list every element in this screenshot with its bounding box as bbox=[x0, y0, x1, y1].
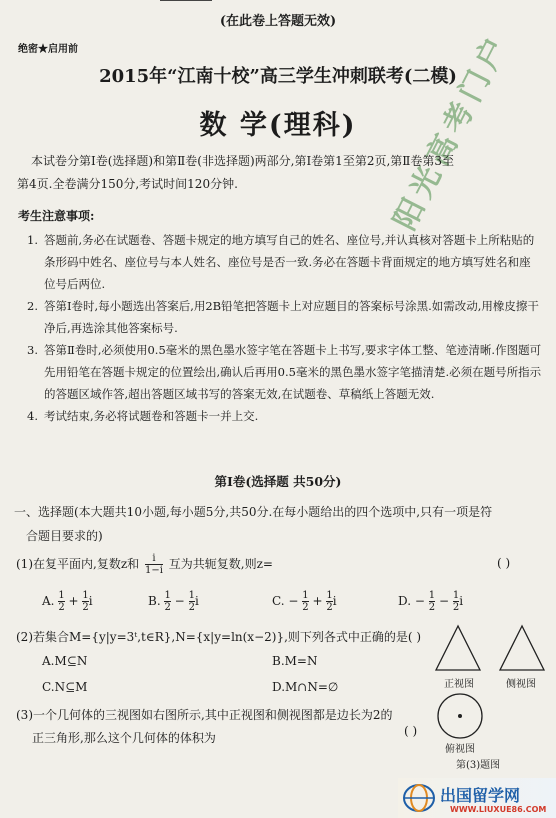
option-fraction-denominator: 2 bbox=[326, 602, 333, 613]
front-view-triangle bbox=[436, 626, 480, 670]
option-imag-unit: i bbox=[459, 594, 464, 608]
option-fraction-numerator: 1 bbox=[302, 590, 309, 601]
q3-line-1: (3)一个几何体的三视图如右图所示,其中正视图和侧视图都是边长为2的 bbox=[16, 708, 393, 722]
option-label: A. bbox=[42, 594, 55, 608]
q3-answer-paren: ( ) bbox=[404, 724, 418, 738]
option-fraction-numerator: 1 bbox=[164, 590, 171, 601]
option-label: B. bbox=[148, 594, 161, 608]
q1-fraction-numerator: i bbox=[145, 553, 163, 565]
option-fraction bbox=[164, 590, 170, 613]
option-fraction-numerator: 1 bbox=[188, 590, 195, 601]
option-fraction-denominator: 2 bbox=[428, 602, 436, 613]
note-text: 考试结束,务必将试题卷和答题卡一并上交. bbox=[44, 409, 259, 423]
option-label: D. bbox=[398, 594, 412, 608]
notes-list bbox=[27, 229, 542, 427]
question-3-stem bbox=[16, 706, 436, 746]
figure-caption: 第(3)题图 bbox=[456, 760, 501, 771]
name-blank-line bbox=[160, 0, 212, 1]
intro-line-1: 本试卷分第Ⅰ卷(选择题)和第Ⅱ卷(非选择题)两部分,第Ⅰ卷第1至第2页,第Ⅱ卷第3至 bbox=[31, 154, 455, 168]
intro-paragraph bbox=[17, 150, 543, 196]
top-view-center-dot bbox=[458, 714, 462, 718]
q1-suffix: 互为共轭复数,则z= bbox=[168, 557, 273, 571]
site-logo-icon bbox=[402, 782, 436, 814]
option-operator: + bbox=[312, 594, 323, 608]
option-imag-unit: i bbox=[332, 594, 337, 608]
intro-line-2: 第4页.全卷满分150分,考试时间120分钟. bbox=[17, 177, 238, 191]
side-view-triangle bbox=[500, 626, 544, 670]
top-view-label: 俯视图 bbox=[445, 744, 475, 755]
option-fraction-denominator: 2 bbox=[164, 602, 171, 613]
option-sign: − bbox=[414, 594, 425, 608]
option-operator: − bbox=[174, 594, 185, 608]
q1-option-c bbox=[272, 590, 337, 613]
note-number: 1. bbox=[27, 233, 38, 247]
note-text: 答第Ⅰ卷时,每小题选出答案后,用2B铅笔把答题卡上对应题目的答案标号涂黑.如需改动,用橡皮擦干净后,再选涂其他答案标号. bbox=[44, 299, 539, 335]
note-number: 4. bbox=[27, 409, 38, 423]
note-number: 3. bbox=[27, 343, 38, 357]
front-view-label: 正视图 bbox=[444, 679, 474, 690]
option-fraction-numerator: 1 bbox=[58, 590, 65, 601]
notes-heading: 考生注意事项: bbox=[18, 209, 95, 223]
q2-option-c: C.N⊆M bbox=[42, 680, 88, 694]
option-fraction-denominator: 2 bbox=[452, 602, 460, 613]
site-logo-url: WWW.LIUXUE86.COM bbox=[450, 805, 547, 814]
side-view-label: 侧视图 bbox=[506, 679, 536, 690]
note-item bbox=[27, 405, 542, 427]
q3-line-2: 正三角形,那么这个几何体的体积为 bbox=[32, 731, 216, 745]
q2-option-d: D.M∩N=∅ bbox=[272, 680, 339, 694]
option-imag-unit: i bbox=[194, 594, 199, 608]
top-note: (在此卷上答题无效) bbox=[219, 14, 337, 29]
site-logo-text: 出国留学网 bbox=[440, 786, 521, 805]
exam-title: 2015年“江南十校”高三学生冲刺联考(二模) bbox=[99, 66, 457, 87]
option-fraction-numerator: 1 bbox=[452, 590, 460, 601]
option-fraction bbox=[429, 590, 435, 613]
note-text: 答题前,务必在试题卷、答题卡规定的地方填写自己的姓名、座位号,并认真核对答题卡上所粘贴的条形码中姓名、座位号与本人姓名、座位号是否一致.务必在答题卡背面规定的地方填写姓名和座位号后两位. bbox=[44, 233, 535, 291]
option-fraction-numerator: 1 bbox=[428, 590, 436, 601]
option-operator: − bbox=[438, 594, 449, 608]
secret-label: 绝密★启用前 bbox=[18, 44, 78, 55]
note-item bbox=[27, 229, 542, 295]
option-imag-unit: i bbox=[88, 594, 93, 608]
option-sign: − bbox=[288, 594, 299, 608]
q2-option-b: B.M=N bbox=[272, 654, 318, 668]
q1-answer-paren: ( ) bbox=[497, 556, 511, 570]
option-fraction-denominator: 2 bbox=[82, 602, 89, 613]
part-1-line-1: 一、选择题(本大题共10小题,每小题5分,共50分.在每小题给出的四个选项中,只有一项是符 bbox=[14, 505, 493, 519]
option-operator: + bbox=[68, 594, 79, 608]
question-1-stem bbox=[16, 553, 546, 576]
q1-fraction bbox=[145, 553, 163, 576]
watermark-text: 阳光高考门户 bbox=[387, 27, 517, 236]
q1-option-a bbox=[42, 590, 93, 613]
part-1-line-2: 合题目要求的) bbox=[26, 529, 103, 543]
q1-fraction-denominator: 1−i bbox=[144, 565, 163, 576]
q1-option-b bbox=[148, 590, 199, 613]
option-fraction-numerator: 1 bbox=[82, 590, 89, 601]
section-1-title: 第Ⅰ卷(选择题 共50分) bbox=[214, 474, 342, 489]
q1-prefix: (1)在复平面内,复数z和 bbox=[16, 557, 140, 571]
note-item bbox=[27, 295, 542, 339]
q1-option-d bbox=[398, 590, 463, 613]
option-fraction bbox=[302, 590, 308, 613]
note-item bbox=[27, 339, 542, 405]
note-number: 2. bbox=[27, 299, 38, 313]
part-1-heading bbox=[14, 500, 544, 548]
subject-title: 数 学(理科) bbox=[199, 110, 357, 141]
question-2-stem: (2)若集合M={y|y=3ᵗ,t∈R},N={x|y=ln(x−2)},则下列各式中正确的是( ) bbox=[16, 630, 422, 644]
q2-option-a: A.M⊆N bbox=[42, 654, 88, 668]
option-fraction-numerator: 1 bbox=[326, 590, 333, 601]
option-fraction-denominator: 2 bbox=[302, 602, 309, 613]
option-label: C. bbox=[272, 594, 285, 608]
option-fraction bbox=[58, 590, 64, 613]
note-text: 答第Ⅱ卷时,必须使用0.5毫米的黑色墨水签字笔在答题卡上书写,要求字体工整、笔迹清晰.作图题可先用铅笔在答题卡规定的位置绘出,确认后再用0.5毫米的黑色墨水签字笔描清楚.必须在题号所指示的答题区域作答,超出答题区域书写的答案无效,在试题卷、草稿纸上答题无效. bbox=[44, 343, 542, 401]
option-fraction-denominator: 2 bbox=[188, 602, 195, 613]
option-fraction-denominator: 2 bbox=[58, 602, 65, 613]
